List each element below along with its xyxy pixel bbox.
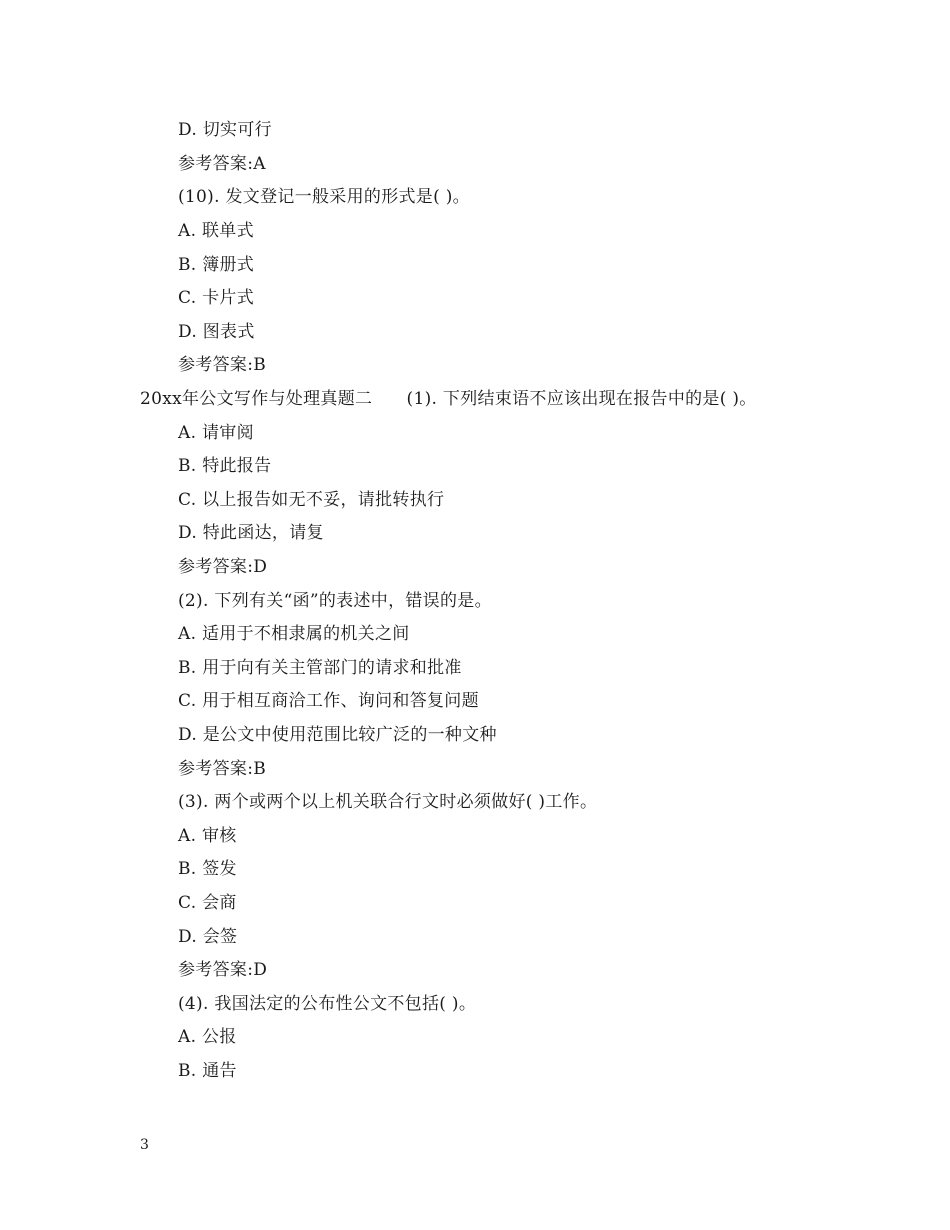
text-line: C. 用于相互商洽工作、询问和答复问题 [178,691,479,711]
text-line: D. 图表式 [178,322,255,342]
text-line: D. 是公文中使用范围比较广泛的一种文种 [178,725,497,745]
text-line: B. 用于向有关主管部门的请求和批准 [178,658,462,678]
text-line: 参考答案:B [178,759,267,779]
text-line: 参考答案:D [178,557,268,577]
text-line: C. 会商 [178,893,237,913]
text-line: 参考答案:B [178,355,267,375]
text-line: (2). 下列有关“函”的表述中，错误的是。 [178,591,492,611]
text-line: B. 通告 [178,1061,237,1081]
text-line: A. 请审阅 [178,423,254,443]
text-line: 参考答案:A [178,154,266,174]
text-line: 参考答案:D [178,960,268,980]
text-line: (10). 发文登记一般采用的形式是( )。 [178,187,470,207]
text-line: A. 适用于不相隶属的机关之间 [178,624,410,644]
text-line: C. 以上报告如无不妥，请批转执行 [178,490,445,510]
page-number: 3 [140,1137,149,1153]
text-line: A. 联单式 [178,221,254,241]
text-line: D. 特此函达，请复 [178,523,324,543]
text-line: 20xx年公文写作与处理真题二 (1). 下列结束语不应该出现在报告中的是( )。 [140,389,757,409]
text-line: D. 会签 [178,927,238,947]
text-line: B. 特此报告 [178,456,272,476]
text-line: C. 卡片式 [178,288,255,308]
text-line: (4). 我国法定的公布性公文不包括( )。 [178,994,477,1014]
text-line: A. 审核 [178,826,237,846]
text-line: B. 签发 [178,859,237,879]
text-line: (3). 两个或两个以上机关联合行文时必须做好( )工作。 [178,792,598,812]
text-line: A. 公报 [178,1027,237,1047]
text-line: D. 切实可行 [178,120,272,140]
text-line: B. 簿册式 [178,255,255,275]
